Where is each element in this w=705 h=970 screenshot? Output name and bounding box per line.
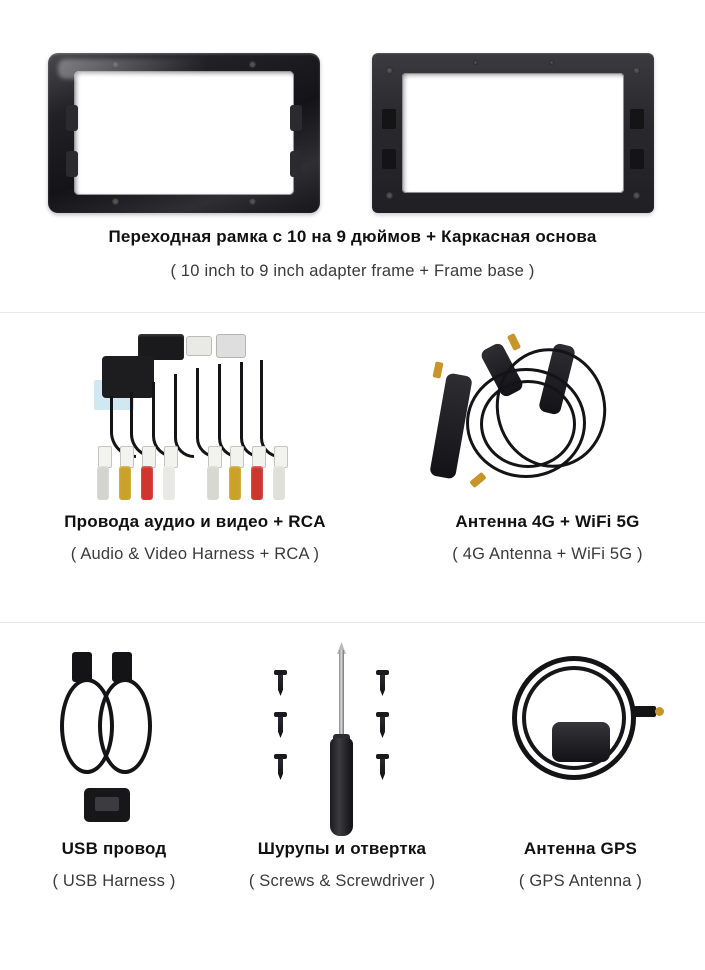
harness-caption-en: ( Audio & Video Harness + RCA ) xyxy=(70,545,320,563)
antenna-gold-tip xyxy=(432,361,443,378)
frame-base-slot xyxy=(630,109,644,129)
harness-caption-ru: Провода аудио и видео + RCA xyxy=(64,512,326,531)
item-audio-video-harness xyxy=(0,322,390,565)
harness-wire xyxy=(196,368,216,458)
frame-base-screw-hole xyxy=(386,192,393,199)
item-screws-screwdriver xyxy=(228,636,456,892)
frame-screw-hole xyxy=(249,198,256,205)
harness-wire xyxy=(218,364,238,458)
harness-connector-label xyxy=(252,446,266,468)
frame-base-screw-hole xyxy=(633,192,640,199)
harness-connector-label xyxy=(120,446,134,468)
harness-connector-label xyxy=(230,446,244,468)
section-divider-2 xyxy=(0,622,705,623)
harness-white-plug-large xyxy=(216,334,246,358)
frame-base-screw-hole xyxy=(473,60,478,65)
gps-antenna-icon xyxy=(508,644,668,834)
rca-connector-yellow xyxy=(229,466,241,500)
harness-connector-label xyxy=(208,446,222,468)
frame-base-slot xyxy=(382,149,396,169)
harness-wire xyxy=(260,360,280,458)
frame-base-screw-hole xyxy=(386,67,393,74)
frames-caption-ru: Переходная рамка с 10 на 9 дюймов + Каркасная основа xyxy=(108,227,597,246)
harness-connector-label xyxy=(142,446,156,468)
frame-tab-left-lower xyxy=(66,151,78,177)
screwdriver-handle xyxy=(330,738,353,836)
rca-connector-red xyxy=(251,466,263,500)
gps-antenna-puck xyxy=(552,722,610,762)
harness-connector-label xyxy=(274,446,288,468)
screw-icon xyxy=(276,712,285,738)
screw-icon xyxy=(276,670,285,696)
usb-illustration xyxy=(0,636,228,836)
screw-icon xyxy=(378,670,387,696)
item-gps-antenna xyxy=(456,636,705,892)
gps-caption-ru: Антенна GPS xyxy=(523,839,638,858)
harness-wire xyxy=(240,362,260,458)
harness-illustration xyxy=(0,322,390,507)
antenna-caption-ru: Антенна 4G + WiFi 5G xyxy=(455,512,640,531)
frame-base-icon xyxy=(372,53,654,213)
gps-illustration xyxy=(456,636,705,836)
usb-type-a-connector xyxy=(84,788,130,822)
section-accessories xyxy=(0,636,705,956)
item-4g-wifi-antenna xyxy=(390,322,705,565)
usb-caption-en: ( USB Harness ) xyxy=(52,872,176,890)
antenna-gold-tip xyxy=(507,333,521,351)
harness-connector-label xyxy=(164,446,178,468)
rca-connector-yellow xyxy=(119,466,131,500)
usb-caption-ru: USB провод xyxy=(61,839,167,858)
harness-connector-label xyxy=(98,446,112,468)
frame-base-slot xyxy=(630,149,644,169)
screw-icon xyxy=(378,712,387,738)
screwdriver-icon xyxy=(326,650,356,830)
frame-base-screw-hole xyxy=(633,67,640,74)
antenna-illustration xyxy=(390,322,705,507)
frames-illustration-row xyxy=(0,25,705,215)
tools-caption-ru: Шурупы и отвертка xyxy=(257,839,427,858)
frames-caption-en: ( 10 inch to 9 inch adapter frame + Frame base ) xyxy=(170,262,535,280)
item-usb-harness xyxy=(0,636,228,892)
rca-connector-white xyxy=(273,466,285,500)
rca-connector-red xyxy=(141,466,153,500)
gps-connector xyxy=(634,706,656,717)
screwdriver-and-screws-icon xyxy=(250,644,434,834)
frame-base-screw-hole xyxy=(549,60,554,65)
wiring-harness-icon xyxy=(60,334,330,504)
frame-tab-right-lower xyxy=(290,151,302,177)
rca-connector-white xyxy=(207,466,219,500)
frame-screw-hole xyxy=(249,61,256,68)
screw-icon xyxy=(378,754,387,780)
gps-caption-en: ( GPS Antenna ) xyxy=(518,872,643,890)
4g-wifi-antenna-icon xyxy=(418,328,676,506)
frame-screw-hole xyxy=(112,61,119,68)
antenna-caption-en: ( 4G Antenna + WiFi 5G ) xyxy=(452,545,643,563)
antenna-gold-tip xyxy=(469,472,486,488)
frame-tab-left-upper xyxy=(66,105,78,131)
frame-screw-hole xyxy=(112,198,119,205)
adapter-frame-icon xyxy=(48,53,320,213)
screwdriver-shaft xyxy=(339,650,344,740)
harness-white-plug-small xyxy=(186,336,212,356)
tools-illustration xyxy=(228,636,456,836)
frame-base-slot xyxy=(382,109,396,129)
section-frames xyxy=(0,0,705,300)
frame-tab-right-upper xyxy=(290,105,302,131)
rca-connector-white xyxy=(163,466,175,500)
section-divider-1 xyxy=(0,312,705,313)
section-harness-antenna xyxy=(0,322,705,610)
rca-connector-white xyxy=(97,466,109,500)
screw-icon xyxy=(276,754,285,780)
usb-cable-icon xyxy=(54,652,184,822)
usb-cable-loop xyxy=(98,678,152,774)
tools-caption-en: ( Screws & Screwdriver ) xyxy=(248,872,436,890)
